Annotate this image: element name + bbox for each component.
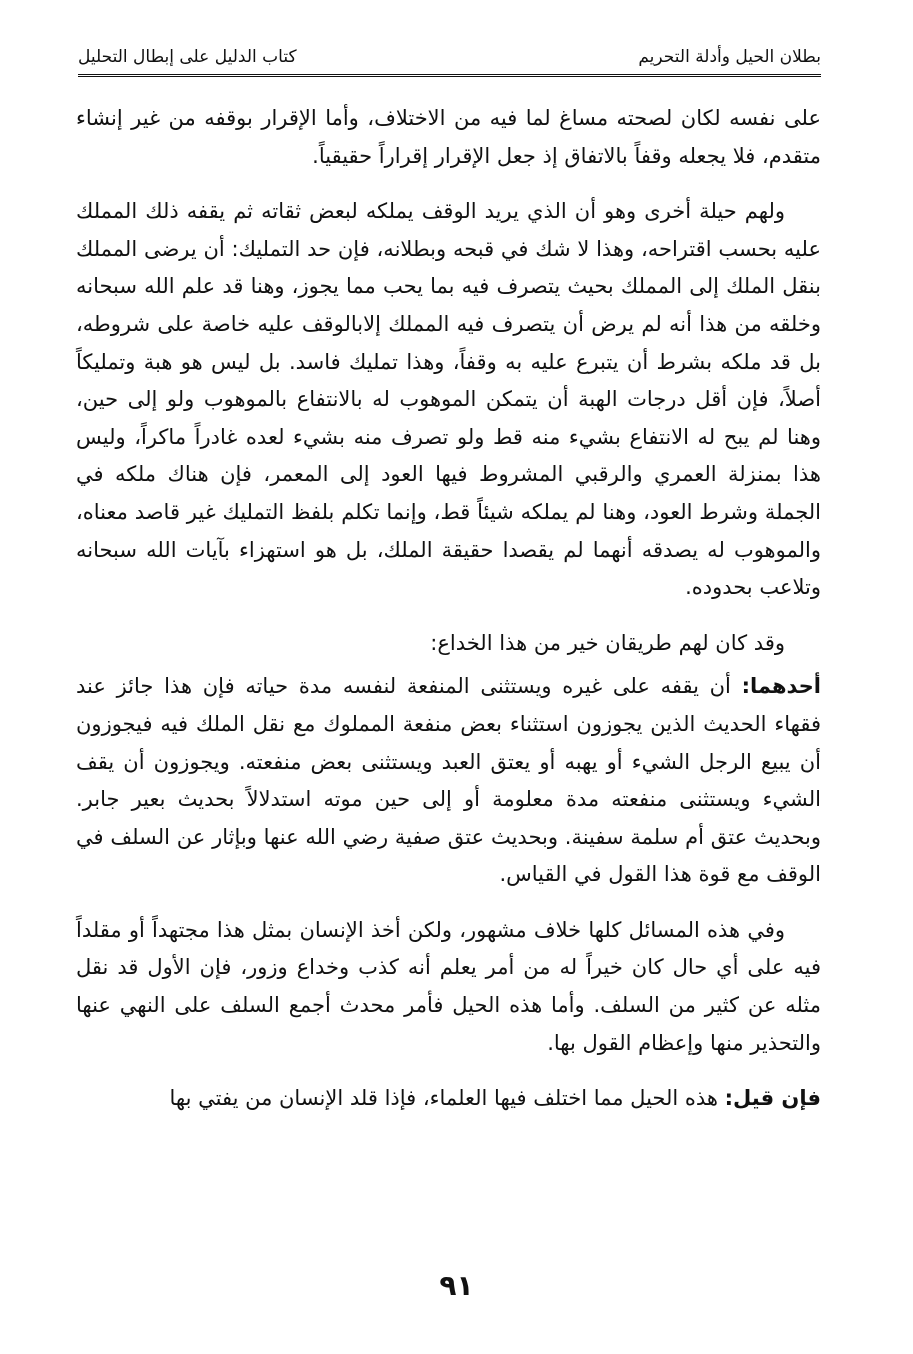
paragraph-5-text: وفي هذه المسائل كلها خلاف مشهور، ولكن أخذ الإنسان بمثل هذا مجتهداً أو مقلداً فيه على أي حال كان خيراً له من أمر يعلم أنه كذب وخداع وزور، فإن الأول قد نقل مثله عن كثير من السلف. وأما هذه الحيل فأمر محدث أجمع السلف على النهي عنها والتحذير منها وإعظام القول بها. bbox=[76, 917, 821, 1055]
paragraph-6-lead: فإن قيل: bbox=[724, 1086, 821, 1111]
paragraph-5 bbox=[76, 912, 821, 1062]
paragraph-4 bbox=[76, 668, 821, 894]
header-book-title: كتاب الدليل على إبطال التحليل bbox=[78, 47, 297, 67]
paragraph-4-text: أن يقفه على غيره ويستثنى المنفعة لنفسه مدة حياته فإن هذا جائز عند فقهاء الحديث الذين يجوزون استثناء بعض منفعة المملوك مع نقل الملك فيه فيجوزون أن يبيع الرجل الشيء أو يهبه أو يعتق العبد ويستثنى بعض منفعته. ويجوزون أن يقف الشيء ويستثنى منفعته مدة معلومة أو إلى حين موته استدلالاً بحديث بعير جابر. وبحديث عتق أم سلمة سفينة. وبحديث عتق صفية رضي الله عنها وبإثار عن السلف في الوقف مع قوة هذا القول في القياس. bbox=[76, 674, 821, 887]
paragraph-1-text: على نفسه لكان لصحته مساغ لما فيه من الاختلاف، وأما الإقرار بوقفه من غير إنشاء متقدم، فلا يجعله وقفاً بالاتفاق إذ جعل الإقرار إقراراً حقيقياً. bbox=[76, 106, 821, 168]
paragraph-3-text: وقد كان لهم طريقان خير من هذا الخداع: bbox=[430, 630, 785, 655]
paragraph-6-text: هذه الحيل مما اختلف فيها العلماء، فإذا قلد الإنسان من يفتي بها bbox=[169, 1086, 725, 1111]
paragraph-4-lead: أحدهما: bbox=[741, 674, 821, 699]
page-number: ٩١ bbox=[439, 1269, 474, 1302]
header-chapter-title: بطلان الحيل وأدلة التحريم bbox=[638, 47, 821, 67]
paragraph-6 bbox=[76, 1080, 821, 1118]
running-header bbox=[78, 40, 821, 77]
paragraph-1 bbox=[76, 100, 821, 175]
paragraph-2-text: ولهم حيلة أخرى وهو أن الذي يريد الوقف يملكه لبعض ثقاته ثم يقفه ذلك المملك عليه بحسب اقتراحه، وهذا لا شك في قبحه وبطلانه، فإن حد التمليك: أن يرضى المملك بنقل الملك إلى المملك بحيث يتصرف فيه بما يحب مما يجوز، وهنا قد علم الله سبحانه وخلقه من هذا أنه لم يرض أن يتصرف فيه المملك إلابالوقف عليه خاصة على شروطه، بل قد ملكه بشرط أن يتبرع عليه به وقفاً، وهذا تمليك فاسد. بل ليس هو هبة وتمليكاً أصلاً، فإن أقل درجات الهبة أن يتمكن الموهوب له بالانتفاع بالموهوب ولو إلى حين، وهنا لم يبح له الانتفاع بشيء منه قط ولو تصرف منه بشيء لعده غادراً ماكراً، وليس هذا بمنزلة العمري والرقبي المشروط فيها العود إلى المعمر، فإن هناك ملكه في الجملة وشرط العود، وهنا لم يملكه شيئاً قط، وإنما تكلم بلفظ التمليك غير قاصد معناه، والموهوب له يصدقه أنهما لم يقصدا حقيقة الملك، بل هو استهزاء بآيات الله سبحانه وتلاعب بحدوده. bbox=[76, 199, 821, 600]
paragraph-2 bbox=[76, 193, 821, 607]
paragraph-3 bbox=[76, 625, 821, 663]
page-body bbox=[76, 100, 821, 1136]
